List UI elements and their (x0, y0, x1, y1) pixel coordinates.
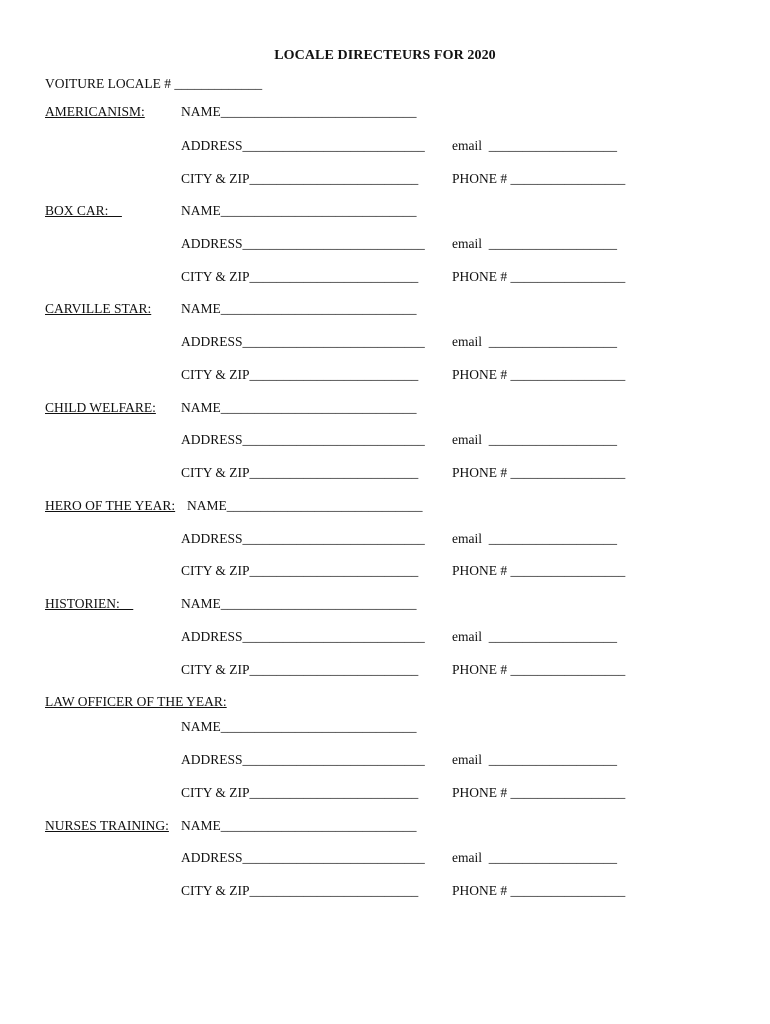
section-label-law-officer-of-the-year: LAW OFFICER OF THE YEAR: (45, 694, 227, 709)
section-label-carville-star: CARVILLE STAR: (45, 301, 152, 316)
name-field[interactable]: NAME_____________________________ (181, 400, 417, 415)
name-field[interactable]: NAME_____________________________ (181, 104, 417, 119)
address-field[interactable]: ADDRESS___________________________ (181, 432, 425, 447)
page-title: LOCALE DIRECTEURS FOR 2020 (274, 48, 496, 63)
address-field[interactable]: ADDRESS___________________________ (181, 629, 425, 644)
section-label-hero-of-the-year: HERO OF THE YEAR: (45, 498, 176, 513)
city-zip-field[interactable]: CITY & ZIP_________________________ (181, 269, 419, 284)
email-field[interactable]: email ___________________ (452, 236, 617, 251)
email-field[interactable]: email ___________________ (452, 334, 617, 349)
city-zip-field[interactable]: CITY & ZIP_________________________ (181, 563, 419, 578)
address-field[interactable]: ADDRESS___________________________ (181, 531, 425, 546)
email-field[interactable]: email ___________________ (452, 629, 617, 644)
name-field[interactable]: NAME_____________________________ (181, 719, 417, 734)
phone-field[interactable]: PHONE # _________________ (452, 269, 626, 284)
voiture-locale-line[interactable]: VOITURE LOCALE # _____________ (45, 76, 263, 91)
section-label-americanism: AMERICANISM: (45, 104, 145, 119)
name-field[interactable]: NAME_____________________________ (181, 203, 417, 218)
city-zip-field[interactable]: CITY & ZIP_________________________ (181, 785, 419, 800)
name-field[interactable]: NAME_____________________________ (181, 596, 417, 611)
section-label-historien: HISTORIEN: (45, 596, 134, 611)
section-label-box-car: BOX CAR: (45, 203, 122, 218)
name-field[interactable]: NAME_____________________________ (181, 301, 417, 316)
phone-field[interactable]: PHONE # _________________ (452, 367, 626, 382)
phone-field[interactable]: PHONE # _________________ (452, 883, 626, 898)
phone-field[interactable]: PHONE # _________________ (452, 171, 626, 186)
section-label-child-welfare: CHILD WELFARE: (45, 400, 156, 415)
phone-field[interactable]: PHONE # _________________ (452, 785, 626, 800)
address-field[interactable]: ADDRESS___________________________ (181, 752, 425, 767)
section-label-nurses-training: NURSES TRAINING: (45, 818, 169, 833)
city-zip-field[interactable]: CITY & ZIP_________________________ (181, 465, 419, 480)
name-field[interactable]: NAME_____________________________ (181, 818, 417, 833)
email-field[interactable]: email ___________________ (452, 752, 617, 767)
city-zip-field[interactable]: CITY & ZIP_________________________ (181, 662, 419, 677)
email-field[interactable]: email ___________________ (452, 138, 617, 153)
address-field[interactable]: ADDRESS___________________________ (181, 138, 425, 153)
city-zip-field[interactable]: CITY & ZIP_________________________ (181, 883, 419, 898)
city-zip-field[interactable]: CITY & ZIP_________________________ (181, 171, 419, 186)
name-field[interactable]: NAME_____________________________ (187, 498, 423, 513)
phone-field[interactable]: PHONE # _________________ (452, 465, 626, 480)
address-field[interactable]: ADDRESS___________________________ (181, 236, 425, 251)
email-field[interactable]: email ___________________ (452, 531, 617, 546)
email-field[interactable]: email ___________________ (452, 850, 617, 865)
city-zip-field[interactable]: CITY & ZIP_________________________ (181, 367, 419, 382)
address-field[interactable]: ADDRESS___________________________ (181, 850, 425, 865)
address-field[interactable]: ADDRESS___________________________ (181, 334, 425, 349)
phone-field[interactable]: PHONE # _________________ (452, 662, 626, 677)
email-field[interactable]: email ___________________ (452, 432, 617, 447)
phone-field[interactable]: PHONE # _________________ (452, 563, 626, 578)
